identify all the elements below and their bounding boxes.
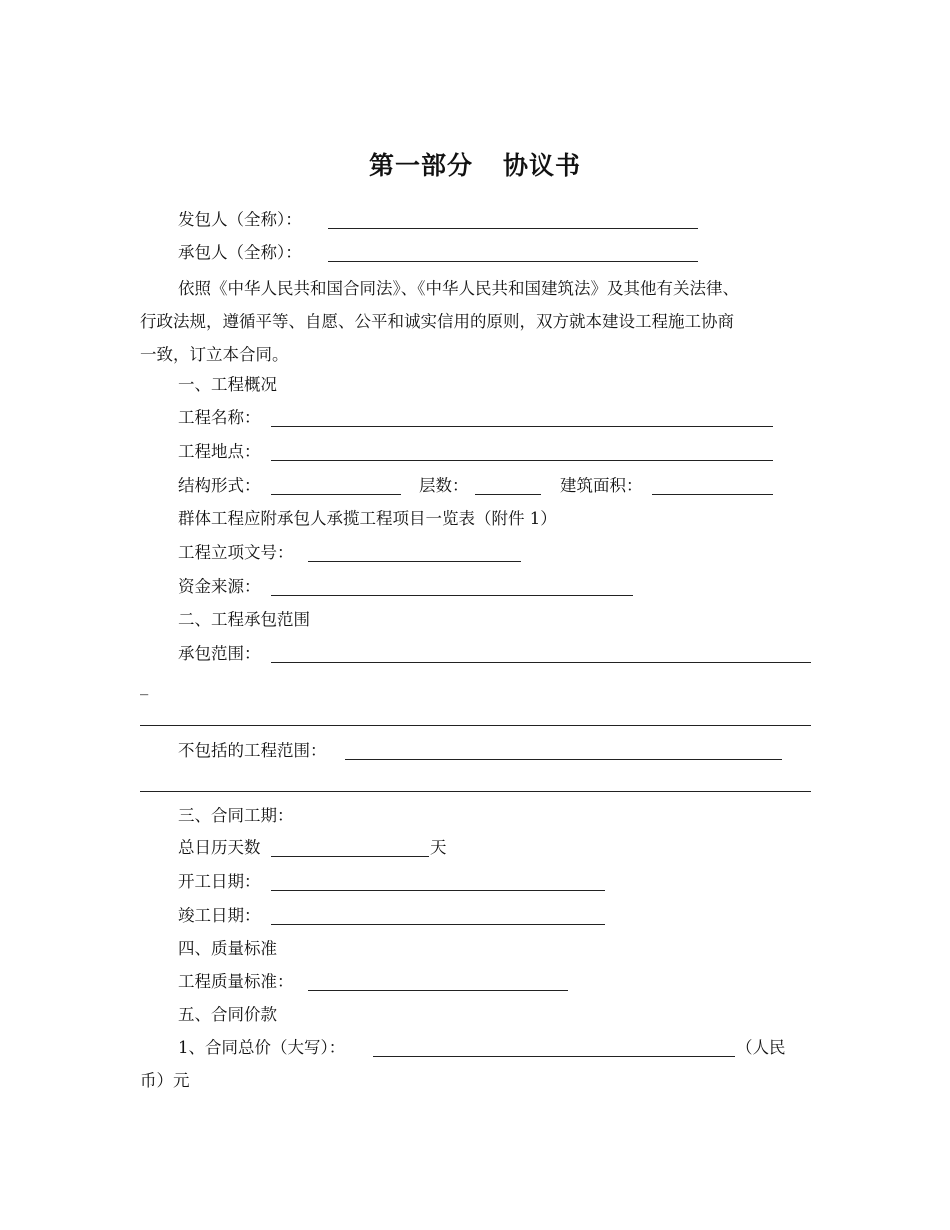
finish-date-label: 竣工日期： [178, 906, 261, 925]
area-label: 建筑面积： [560, 476, 643, 495]
intro-line-1: 依照《中华人民共和国合同法》、《中华人民共和国建筑法》及其他有关法律、 [178, 279, 739, 298]
price-label: 1、合同总价（大写）： [178, 1038, 346, 1057]
total-days-label: 总日历天数 [178, 838, 261, 857]
price-unit: 币）元 [140, 1071, 190, 1090]
contractor-label: 承包人（全称）： [178, 243, 302, 262]
contractor-blank[interactable] [328, 261, 698, 262]
section-4-heading: 四、质量标准 [178, 939, 277, 958]
excluded-label: 不包括的工程范围： [178, 741, 327, 760]
funding-blank[interactable] [271, 595, 633, 596]
section-1-heading: 一、工程概况 [178, 375, 277, 394]
title-part2: 协议书 [503, 151, 582, 180]
page-title [0, 146, 950, 182]
project-name-label: 工程名称： [178, 408, 261, 427]
group-project-text: 群体工程应附承包人承揽工程项目一览表（附件 1） [178, 509, 557, 528]
quality-label: 工程质量标准： [178, 972, 294, 991]
scope-blank[interactable] [271, 662, 811, 663]
excluded-blank-line-2[interactable] [140, 791, 811, 792]
floors-label: 层数： [419, 476, 469, 495]
structure-blank[interactable] [271, 494, 401, 495]
employer-label: 发包人（全称）： [178, 210, 302, 229]
structure-label: 结构形式： [178, 476, 261, 495]
scope-blank-line-2[interactable] [140, 725, 811, 726]
total-days-blank[interactable] [271, 856, 429, 857]
floors-blank[interactable] [475, 494, 541, 495]
employer-blank[interactable] [328, 228, 698, 229]
start-date-label: 开工日期： [178, 872, 261, 891]
section-3-heading: 三、合同工期： [178, 806, 294, 825]
days-unit: 天 [430, 838, 447, 857]
excluded-blank[interactable] [345, 759, 782, 760]
funding-label: 资金来源： [178, 577, 261, 596]
intro-line-2: 行政法规，遵循平等、自愿、公平和诚实信用的原则，双方就本建设工程施工协商 [140, 312, 734, 331]
price-blank[interactable] [373, 1056, 735, 1057]
title-part1: 第一部分 [368, 151, 473, 180]
scope-dash-mark: _ [140, 676, 149, 695]
start-date-blank[interactable] [271, 890, 605, 891]
project-location-blank[interactable] [271, 460, 773, 461]
project-location-label: 工程地点： [178, 442, 261, 461]
finish-date-blank[interactable] [271, 924, 605, 925]
section-2-heading: 二、工程承包范围 [178, 610, 310, 629]
scope-label: 承包范围： [178, 644, 261, 663]
approval-label: 工程立项文号： [178, 543, 294, 562]
quality-blank[interactable] [308, 990, 568, 991]
area-blank[interactable] [652, 494, 773, 495]
section-5-heading: 五、合同价款 [178, 1005, 277, 1024]
intro-line-3: 一致，订立本合同。 [140, 345, 289, 364]
price-currency: （人民 [736, 1038, 786, 1057]
project-name-blank[interactable] [271, 426, 773, 427]
approval-blank[interactable] [308, 561, 521, 562]
